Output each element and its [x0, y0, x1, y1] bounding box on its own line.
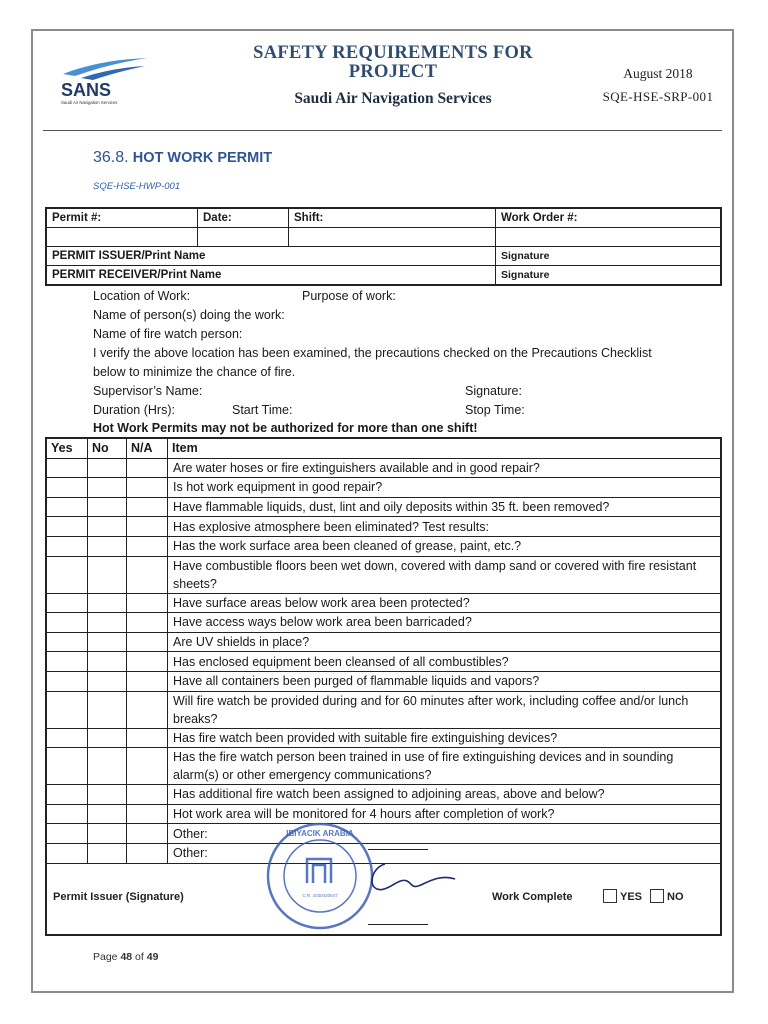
checklist-row [46, 517, 721, 537]
handwritten-signature [363, 849, 463, 899]
title-line-2: PROJECT [348, 62, 438, 82]
yes-cell[interactable] [46, 728, 88, 748]
na-cell[interactable] [127, 478, 168, 498]
yes-cell[interactable] [46, 613, 88, 633]
no-cell[interactable] [88, 824, 127, 844]
permit-issuer-label: PERMIT ISSUER/Print Name [46, 247, 496, 266]
checklist-item: Are UV shields in place? [168, 632, 722, 652]
checklist-item: Has fire watch been provided with suitable fire extinguishing devices? [168, 728, 722, 748]
permit-number-label: Permit #: [46, 208, 198, 228]
no-cell[interactable] [88, 748, 127, 785]
stamp-text-top: IBIYACIK ARABIA [286, 829, 354, 838]
checklist-item: Have all containers been purged of flammable liquids and vapors? [168, 671, 722, 691]
checklist-item: Has the fire watch person been trained in use of fire extinguishing devices and in sounding alarm(s) or other emergency communications? [168, 748, 722, 785]
yes-cell[interactable] [46, 593, 88, 613]
date-label: Date: [198, 208, 289, 228]
page-of: of [132, 951, 147, 963]
no-cell[interactable] [88, 458, 127, 478]
header-divider [43, 130, 722, 131]
col-header-item: Item [168, 438, 722, 458]
checklist-item: Have access ways below work area been barricaded? [168, 613, 722, 633]
checklist-item: Will fire watch be provided during and for 60 minutes after work, including coffee and/or lunch breaks? [168, 691, 722, 728]
no-cell[interactable] [88, 785, 127, 805]
document-code: SQE-HSE-SRP-001 [602, 89, 714, 104]
no-cell[interactable] [88, 728, 127, 748]
work-complete-no-checkbox[interactable] [650, 889, 664, 903]
verify-text-1: I verify the above location has been examined, the precautions checked on the Precautions Checklist [93, 346, 652, 360]
no-cell[interactable] [88, 671, 127, 691]
checklist-row [46, 593, 721, 613]
no-cell[interactable] [88, 632, 127, 652]
stamp-text-center: C.R. 4030430547 [302, 893, 338, 898]
no-cell[interactable] [88, 536, 127, 556]
col-header-no: No [88, 438, 127, 458]
yes-cell[interactable] [46, 536, 88, 556]
yes-cell[interactable] [46, 691, 88, 728]
na-cell[interactable] [127, 824, 168, 844]
yes-cell[interactable] [46, 652, 88, 672]
na-cell[interactable] [127, 748, 168, 785]
page-current: 48 [120, 951, 133, 963]
na-cell[interactable] [127, 593, 168, 613]
checklist-item: Have flammable liquids, dust, lint and oily deposits within 35 ft. been removed? [168, 497, 722, 517]
title-line-1: SAFETY REQUIREMENTS FOR [253, 43, 533, 63]
section-heading [93, 149, 272, 167]
no-label: NO [667, 891, 684, 903]
yes-cell[interactable] [46, 804, 88, 824]
yes-cell[interactable] [46, 517, 88, 537]
no-cell[interactable] [88, 843, 127, 863]
yes-cell[interactable] [46, 632, 88, 652]
yes-cell[interactable] [46, 556, 88, 593]
verify-text-2: below to minimize the chance of fire. [93, 365, 296, 379]
page-total: 49 [146, 951, 159, 963]
yes-cell[interactable] [46, 478, 88, 498]
logo-subtext: Saudi Air Navigation Services [61, 100, 118, 105]
page-number [93, 951, 158, 963]
permit-issuer-signature-label: Permit Issuer (Signature) [53, 891, 184, 903]
checklist-row [46, 556, 721, 593]
work-complete-yes-checkbox[interactable] [603, 889, 617, 903]
na-cell[interactable] [127, 458, 168, 478]
na-cell[interactable] [127, 497, 168, 517]
yes-cell[interactable] [46, 458, 88, 478]
checklist-row [46, 458, 721, 478]
checklist-item: Other: [168, 843, 722, 863]
section-title: HOT WORK PERMIT [132, 150, 273, 166]
yes-cell[interactable] [46, 748, 88, 785]
checklist-item: Is hot work equipment in good repair? [168, 478, 722, 498]
na-cell[interactable] [127, 671, 168, 691]
na-cell[interactable] [127, 728, 168, 748]
na-cell[interactable] [127, 613, 168, 633]
issuer-signature-label: Signature [496, 247, 722, 266]
col-header-yes: Yes [46, 438, 88, 458]
page-prefix: Page [93, 951, 121, 963]
yes-label: YES [620, 891, 643, 903]
checklist-item: Hot work area will be monitored for 4 hours after completion of work? [168, 804, 722, 824]
col-header-na: N/A [127, 438, 168, 458]
permit-info-table [45, 207, 722, 286]
no-cell[interactable] [88, 691, 127, 728]
work-order-field[interactable] [496, 228, 722, 247]
purpose-label: Purpose of work: [302, 289, 396, 303]
na-cell[interactable] [127, 843, 168, 863]
receiver-signature-label: Signature [496, 266, 722, 286]
supervisor-label: Supervisor’s Name: [93, 384, 203, 398]
checklist-item: Are water hoses or fire extinguishers available and in good repair? [168, 458, 722, 478]
checklist-row [46, 497, 721, 517]
no-cell[interactable] [88, 497, 127, 517]
shift-warning: Hot Work Permits may not be authorized for more than one shift! [93, 421, 478, 435]
checklist-row [46, 613, 721, 633]
checklist-row [46, 536, 721, 556]
na-cell[interactable] [127, 652, 168, 672]
checklist-row [46, 785, 721, 805]
checklist-row [46, 748, 721, 785]
na-cell[interactable] [127, 632, 168, 652]
no-cell[interactable] [88, 517, 127, 537]
na-cell[interactable] [127, 785, 168, 805]
checklist-row [46, 671, 721, 691]
shift-field[interactable] [289, 228, 496, 247]
na-cell[interactable] [127, 691, 168, 728]
na-cell[interactable] [127, 517, 168, 537]
checklist-row [46, 824, 721, 844]
yes-cell[interactable] [46, 824, 88, 844]
logo-text: SANS [61, 80, 112, 100]
location-label: Location of Work: [93, 289, 191, 303]
yes-cell[interactable] [46, 497, 88, 517]
na-cell[interactable] [127, 556, 168, 593]
checklist-row [46, 632, 721, 652]
checklist-row [46, 804, 721, 824]
fire-watch-label: Name of fire watch person: [93, 327, 243, 341]
work-complete-label: Work Complete [492, 891, 573, 903]
document-date: August 2018 [623, 66, 693, 81]
no-cell[interactable] [88, 593, 127, 613]
sans-logo [59, 56, 151, 106]
no-cell[interactable] [88, 556, 127, 593]
checklist-item: Has additional fire watch been assigned to adjoining areas, above and below? [168, 785, 722, 805]
permit-receiver-label: PERMIT RECEIVER/Print Name [46, 266, 496, 286]
na-cell[interactable] [127, 804, 168, 824]
shift-label: Shift: [289, 208, 496, 228]
organization-name: Saudi Air Navigation Services [294, 90, 492, 107]
stop-time-label: Stop Time: [465, 403, 525, 417]
checklist-item: Have surface areas below work area been protected? [168, 593, 722, 613]
permit-number-field[interactable] [46, 228, 198, 247]
document-title [208, 44, 578, 82]
checklist-row [46, 691, 721, 728]
checklist-row [46, 652, 721, 672]
no-cell[interactable] [88, 652, 127, 672]
yes-cell[interactable] [46, 843, 88, 863]
start-time-label: Start Time: [232, 403, 293, 417]
no-cell[interactable] [88, 478, 127, 498]
checklist-item: Has the work surface area been cleaned of grease, paint, etc.? [168, 536, 722, 556]
checklist-item: Other: [168, 824, 722, 844]
supervisor-signature-label: Signature: [465, 384, 522, 398]
checklist-item: Has explosive atmosphere been eliminated? Test results: [168, 517, 722, 537]
work-order-label: Work Order #: [496, 208, 722, 228]
date-field[interactable] [198, 228, 289, 247]
company-stamp [265, 821, 375, 931]
form-code: SQE-HSE-HWP-001 [93, 181, 181, 192]
na-cell[interactable] [127, 536, 168, 556]
persons-label: Name of person(s) doing the work: [93, 308, 285, 322]
checklist-item: Have combustible floors been wet down, covered with damp sand or covered with fire resistant sheets? [168, 556, 722, 593]
section-number: 36.8. [93, 149, 129, 166]
checklist-item: Has enclosed equipment been cleansed of all combustibles? [168, 652, 722, 672]
checklist-row [46, 478, 721, 498]
duration-label: Duration (Hrs): [93, 403, 175, 417]
checklist-row [46, 728, 721, 748]
signature-line-bottom [368, 924, 428, 925]
no-cell[interactable] [88, 613, 127, 633]
yes-cell[interactable] [46, 785, 88, 805]
document-page [31, 29, 734, 993]
no-cell[interactable] [88, 804, 127, 824]
yes-cell[interactable] [46, 671, 88, 691]
